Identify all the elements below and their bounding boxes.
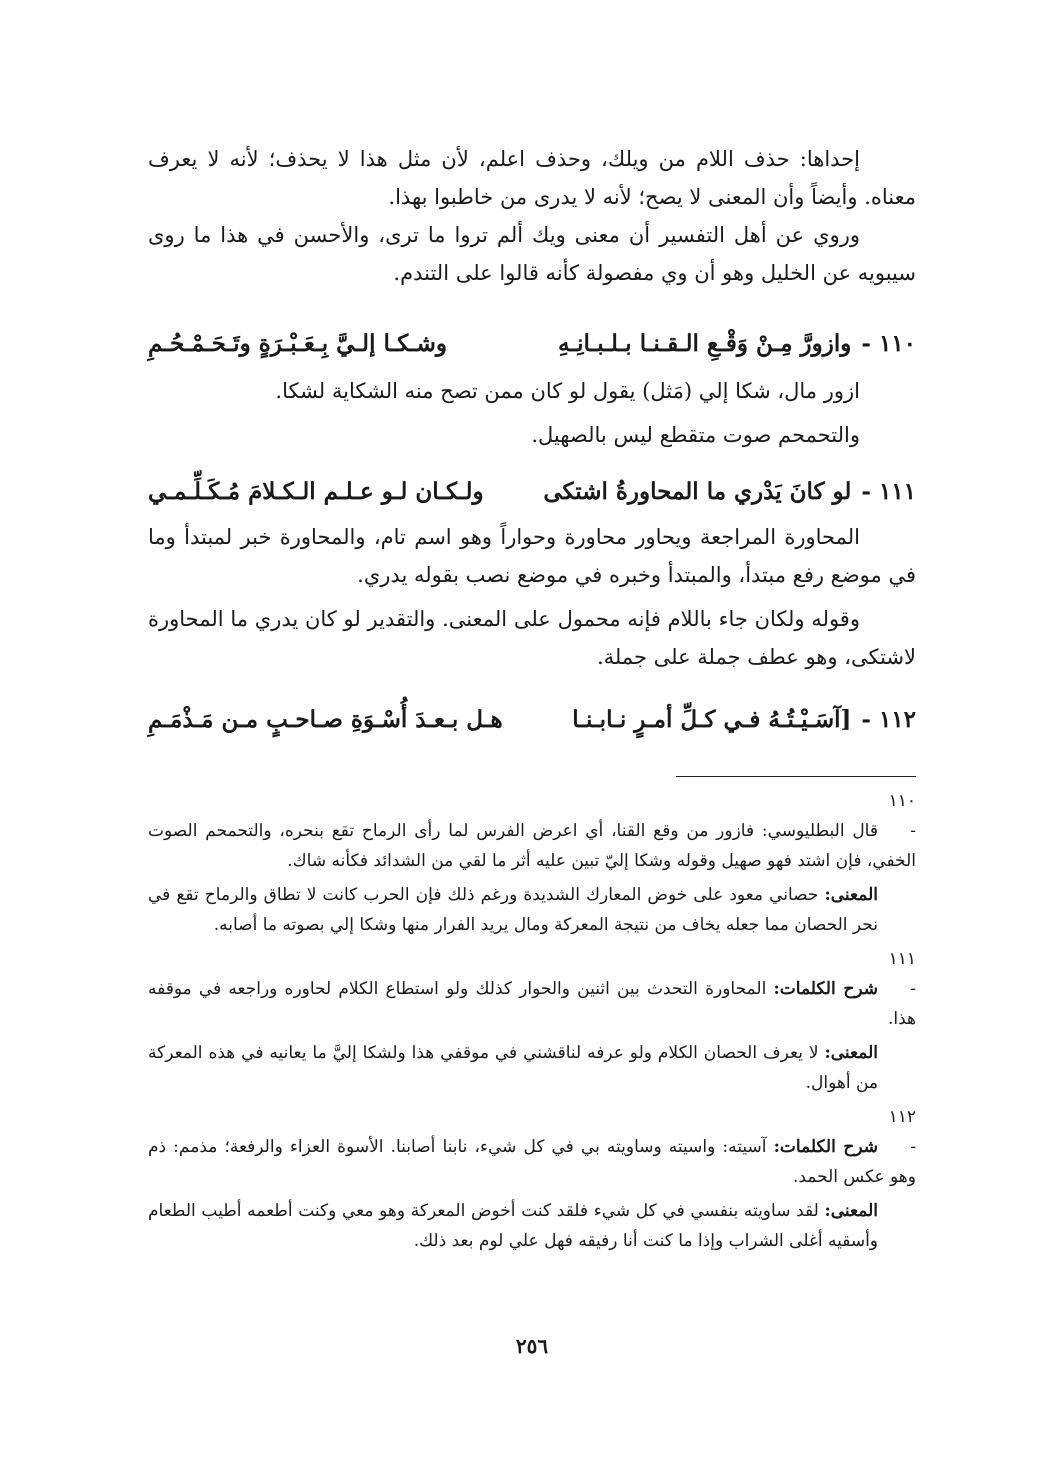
verse-first-hemistich: لو كانَ يَدْري ما المحاورةُ اشتكى [543, 477, 852, 505]
verse-first-hemistich: وازورَّ مِـنْ وَقْـعِ الـقـنـا بـلـبـانِـهِ [558, 329, 852, 357]
words-label: شرح الكلمات: [773, 979, 878, 999]
footnote-111 [148, 944, 916, 1034]
verse-second-hemistich: وشـكـا إلـيَّ بِـعَـبْـرَةٍ وتَـحَـمْـحُـمِ [147, 329, 448, 357]
commentary-paragraph: وقوله ولكان جاء باللام فإنه محمول على المعنى. والتقدير لو كان يدري ما المحاورة لاشتكى، وهو عطف جملة على جملة. [148, 607, 916, 669]
commentary-paragraph: المحاورة المراجعة ويحاور محاورة وحواراً وهو اسم تام، والمحاورة خبر لمبتدأ وما في موضع رفع مبتدأ، والمبتدأ وخبره في موضع نصب بقوله يدري. [148, 525, 916, 587]
commentary-line: والتحمحم صوت متقطع ليس بالصهيل. [531, 423, 860, 447]
verse-number: ١١٠ - [861, 329, 916, 357]
words-text: المحاورة التحدث بين اثنين والحوار كذلك ولو استطاع الكلام لحاوره وراجعه في موقفه هذا. [148, 979, 916, 1029]
verse-first-hemistich: [آسَـيْـتُـهُ فـي كـلِّ أمـرٍ نـابـنـا [572, 705, 852, 733]
meaning-label: المعنى: [824, 1201, 878, 1221]
footnote-110-meaning [148, 880, 916, 940]
verse-number: ١١٢ - [861, 705, 916, 733]
footnote-number: ١١٠ - [888, 791, 916, 841]
meaning-text: حصاني معود على خوض المعارك الشديدة ورغم ذلك فإن الحرب كانت لا تطاق والرماح تقع في نحر الحصان مما جعله يخاف من نتيجة المعركة ومال يريد الفرار منها وشكا إلي بصوته ما أصابه. [148, 885, 878, 935]
footnotes [148, 786, 916, 1256]
footnote-divider [676, 776, 916, 777]
words-text: آسيته: واسيته وساويته بي في كل شيء، نابنا أصابنا. الأسوة العزاء والرفعة؛ مذمم: ذم وهو عكس الحمد. [148, 1137, 916, 1187]
meaning-text: لا يعرف الحصان الكلام ولو عرفه لناقشني في موقفي هذا ولشكا إليَّ ما يعانيه في هذه المعركة من أهوال. [148, 1043, 878, 1093]
verse-number: ١١١ - [861, 477, 916, 505]
footnote-number: ١١٢ - [888, 1107, 916, 1157]
paragraph-2: وروي عن أهل التفسير أن معنى ويك ألم تروا ما ترى، والأحسن في هذا ما روى سيبويه عن الخليل وهو أن وي مفصولة كأنه قالوا على التندم. [148, 223, 916, 285]
verse-110-commentary [148, 372, 916, 454]
footnote-112-meaning [148, 1196, 916, 1256]
paragraph-1: إحداها: حذف اللام من ويلك، وحذف اعلم، لأن مثل هذا لا يحذف؛ لأنه لا يعرف معناه. وأيضاً وأن المعنى لا يصح؛ لأنه لا يدرى من خاطبوا بهذا. [148, 147, 916, 209]
footnote-111-meaning [148, 1038, 916, 1098]
verse-111 [148, 470, 916, 512]
words-label: شرح الكلمات: [773, 1137, 878, 1157]
meaning-label: المعنى: [824, 885, 878, 905]
verse-second-hemistich: هـل بـعـدَ أُسْـوَةِ صـاحـبٍ مـن مَـذْمَـمِ [148, 705, 503, 733]
verse-111-commentary [148, 518, 916, 676]
meaning-label: المعنى: [824, 1043, 878, 1063]
intro-text [148, 140, 916, 292]
meaning-text: لقد ساويته بنفسي في كل شيء فلقد كنت أخوض المعركة وهو معي وكنت أطعمه أطيب الطعام وأسقيه أغلى الشراب وإذا ما كنت أنا رفيقه فهل علي لوم بعد ذلك. [148, 1201, 878, 1251]
footnote-text: قال البطليوسي: فازور من وقع القنا، أي اعرض الفرس لما رأى الرماح تقع بنحره، والتحمحم الصوت الخفي، فإن اشتد فهو صهيل وقوله وشكا إليّ تبين عليه أثر ما لقي من الشدائد فكأنه شاك. [148, 821, 916, 871]
footnote-112 [148, 1102, 916, 1192]
page-number: ٢٥٦ [515, 1334, 549, 1358]
verse-second-hemistich: ولـكـان لـو عـلـم الـكـلامَ مُـكَـلِّـمـي [148, 477, 484, 505]
footnote-110 [148, 786, 916, 876]
commentary-line: ازور مال، شكا إلي (مَثل) يقول لو كان ممن تصح منه الشكاية لشكا. [275, 379, 860, 403]
footnote-number: ١١١ - [888, 949, 916, 999]
verse-112 [148, 698, 916, 740]
verse-110 [148, 322, 916, 364]
